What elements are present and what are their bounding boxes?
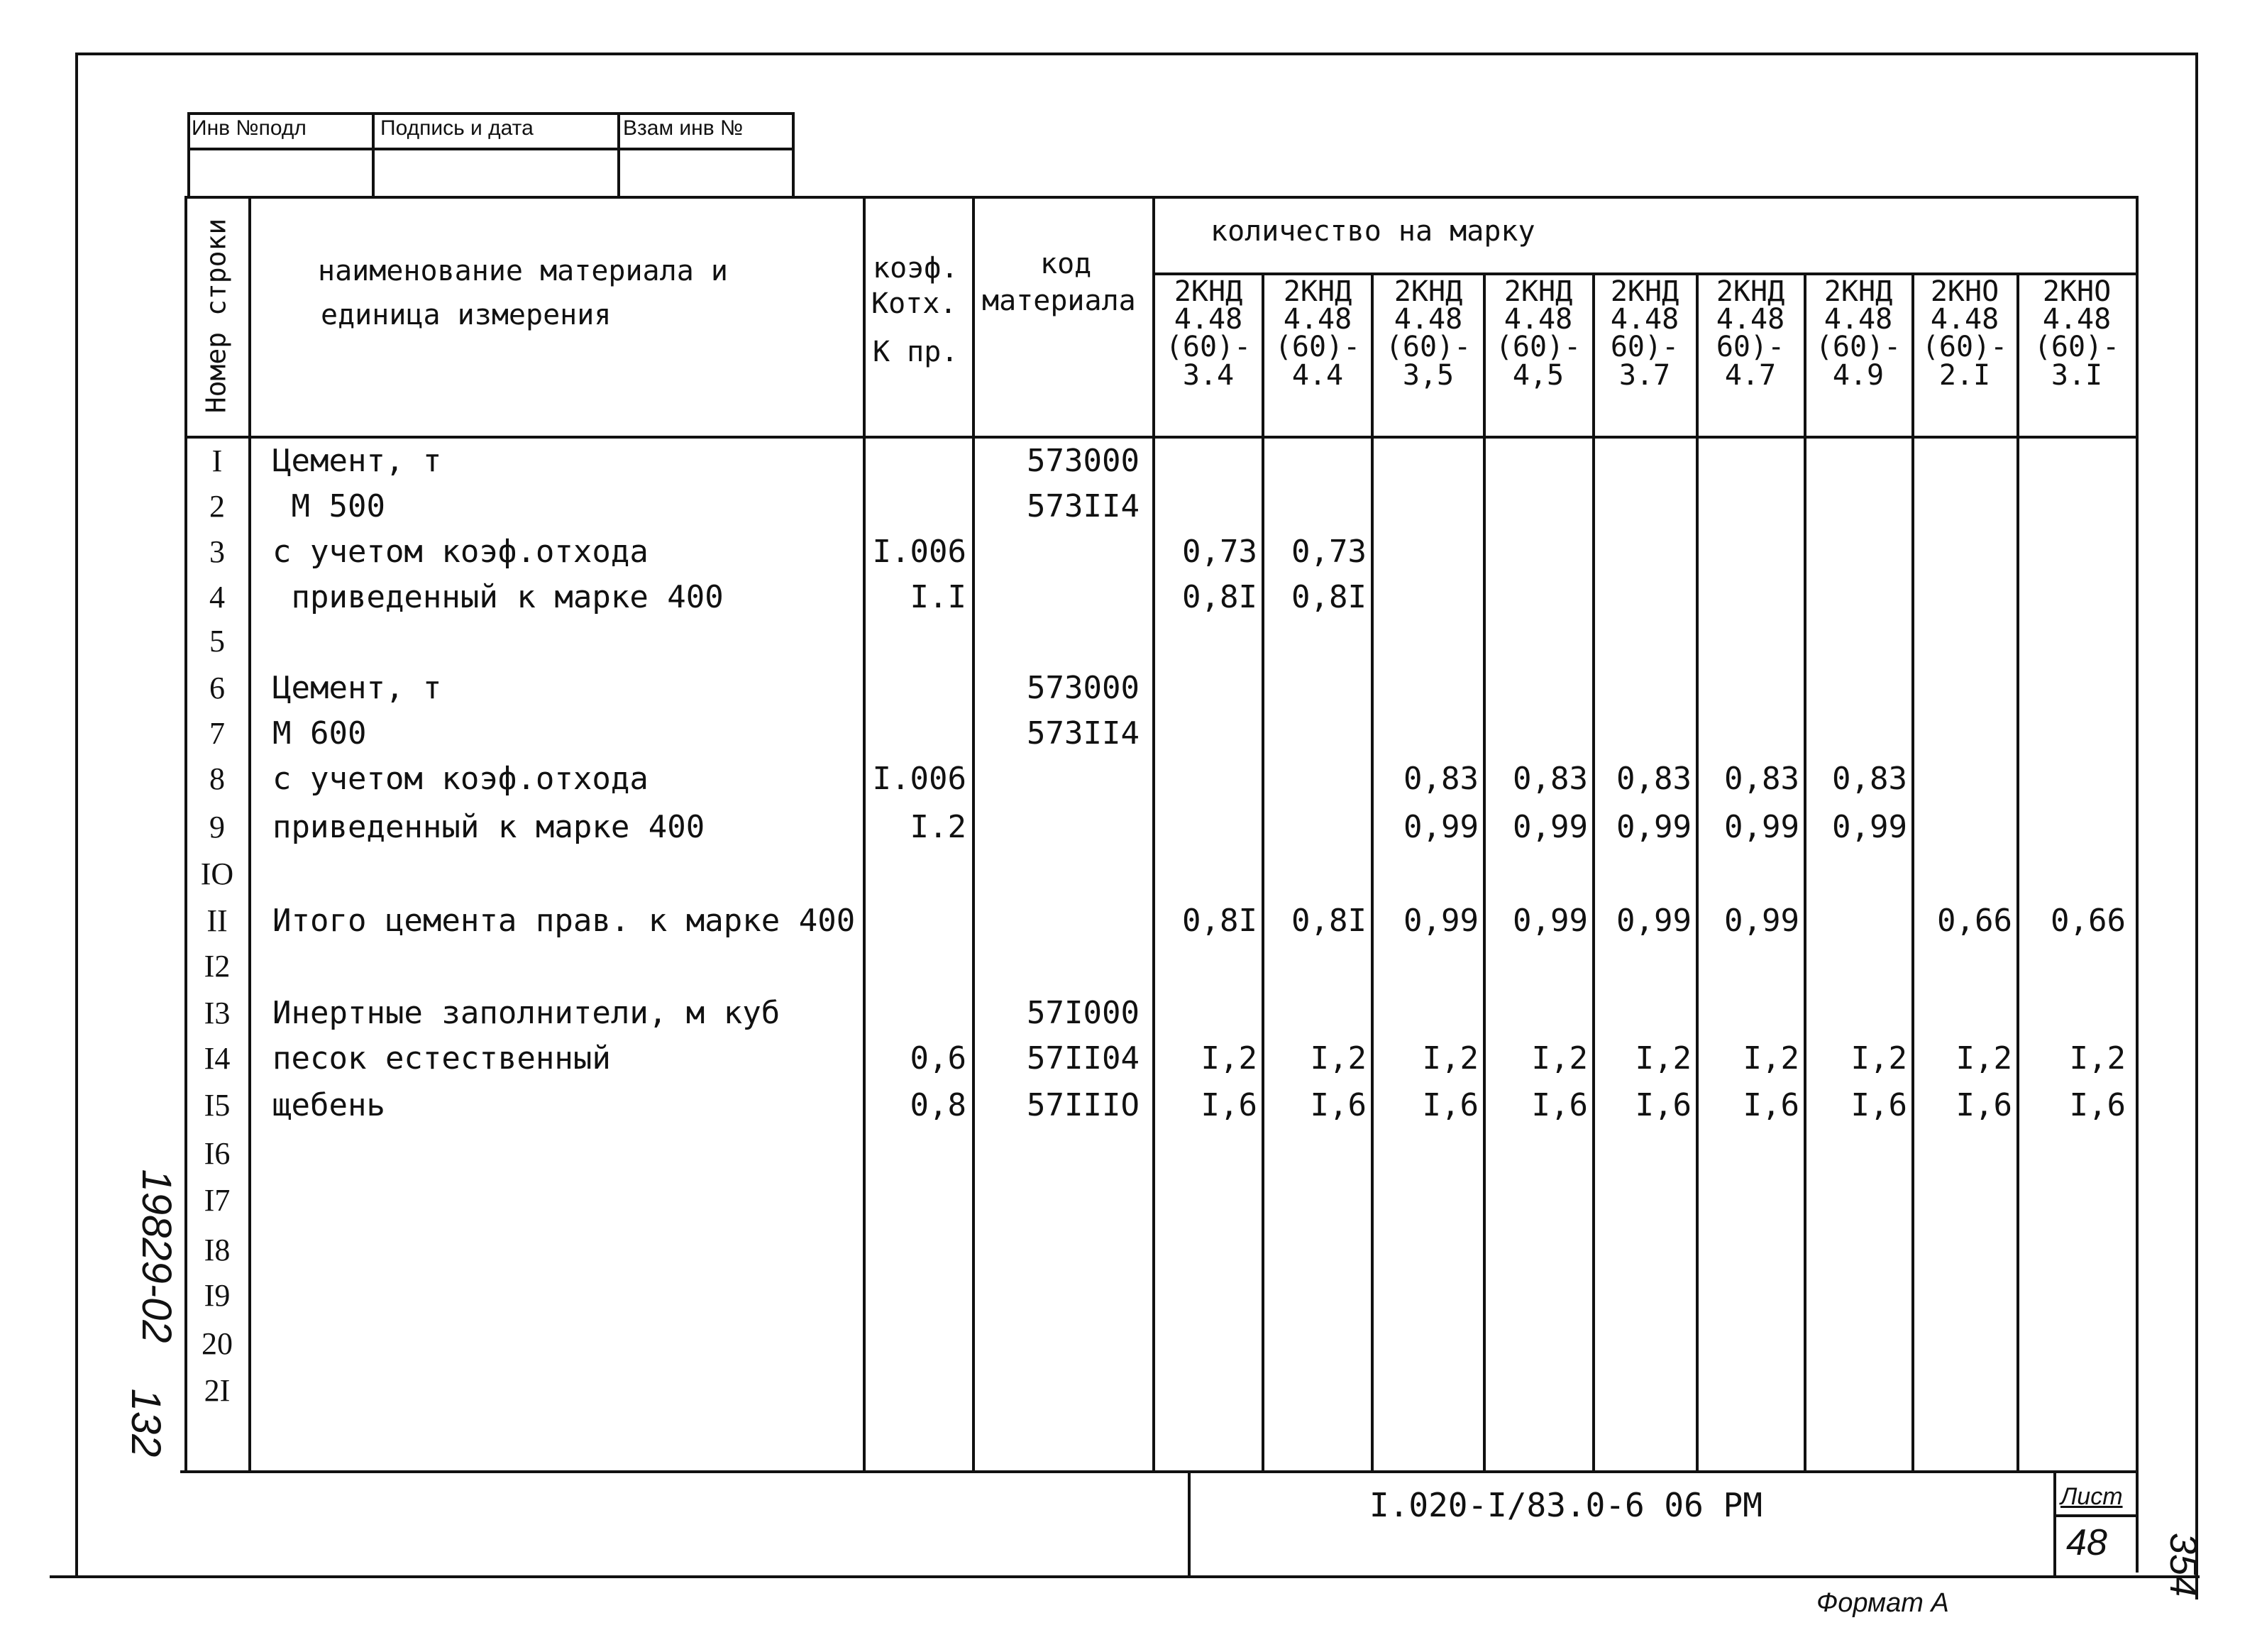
quantity-cell: 0,8I <box>1291 579 1367 615</box>
row-number: II <box>206 903 228 938</box>
quantity-cell: 0,73 <box>1182 534 1257 570</box>
quantity-cell: I,2 <box>1310 1040 1367 1076</box>
row-number: 3 <box>209 534 225 569</box>
quantity-cell: I,6 <box>1310 1087 1367 1123</box>
coef-value: I.006 <box>872 534 966 570</box>
material-code: 573000 <box>1027 443 1140 479</box>
quantity-cell: I,6 <box>1955 1087 2012 1123</box>
row-number: 9 <box>209 810 225 844</box>
mark-column-header: 2КНД 4.48 60)- 4.7 <box>1716 275 1785 392</box>
quantity-cell: I,6 <box>2069 1087 2126 1123</box>
margin-note-number: 132 <box>123 1388 169 1458</box>
row-number: I4 <box>204 1041 231 1076</box>
coef-value: 0,6 <box>910 1040 966 1076</box>
material-code: 573II4 <box>1027 488 1140 524</box>
row-number: 4 <box>209 580 225 615</box>
quantity-cell: 0,99 <box>1403 809 1479 845</box>
mark-column-header: 2КНД 4.48 (60)- 4,5 <box>1495 275 1582 392</box>
row-number: I6 <box>204 1136 231 1171</box>
header-coef-line3: К пр. <box>873 336 959 368</box>
header-code-line2: материала <box>982 285 1136 317</box>
quantity-cell: 0,73 <box>1291 534 1367 570</box>
page-number: 354 <box>2162 1533 2205 1597</box>
margin-inventory-number: 19829-02 <box>133 1169 180 1343</box>
frame-right-line <box>2195 53 2198 1599</box>
quantity-cell: I,6 <box>1422 1087 1479 1123</box>
quantity-cell: 0,8I <box>1182 903 1257 939</box>
row-number: 6 <box>209 671 225 705</box>
row-number: 7 <box>209 716 225 751</box>
quantity-cell: 0,99 <box>1616 903 1692 939</box>
coef-value: I.006 <box>872 761 966 797</box>
quantity-cell: I,6 <box>1743 1087 1799 1123</box>
mark-column-header: 2КНД 4.48 (60)- 3.4 <box>1165 275 1252 392</box>
quantity-cell: 0,83 <box>1616 761 1692 797</box>
header-row-number: Номер строки <box>200 218 232 414</box>
quantity-cell: I,6 <box>1850 1087 1907 1123</box>
stamp-header-replace: Взам инв № <box>623 116 744 140</box>
quantity-cell: I,2 <box>2069 1040 2126 1076</box>
row-number: 2I <box>204 1373 231 1408</box>
mark-column-header: 2КНД 4.48 (60)- 4.9 <box>1815 275 1902 392</box>
quantity-cell: 0,66 <box>2051 903 2126 939</box>
quantity-cell: I,2 <box>1955 1040 2012 1076</box>
row-number: 20 <box>202 1326 233 1361</box>
material-code: 57I000 <box>1027 995 1140 1031</box>
frame-top-line <box>77 53 2198 55</box>
quantity-cell: 0,99 <box>1724 903 1799 939</box>
row-number: 2 <box>209 489 225 524</box>
quantity-cell: I,2 <box>1850 1040 1907 1076</box>
quantity-cell: 0,83 <box>1513 761 1588 797</box>
quantity-cell: I,2 <box>1635 1040 1692 1076</box>
quantity-cell: I,2 <box>1201 1040 1257 1076</box>
quantity-cell: 0,99 <box>1724 809 1799 845</box>
material-name: с учетом коэф.отхода <box>272 761 649 797</box>
material-name: Цемент, т <box>272 670 442 706</box>
material-code: 57IIIO <box>1027 1087 1140 1123</box>
mark-column-header: 2КНО 4.48 (60)- 2.I <box>1921 275 2008 392</box>
coef-value: I.2 <box>910 809 966 845</box>
mark-column-header: 2КНД 4.48 60)- 3.7 <box>1610 275 1679 392</box>
quantity-cell: I,6 <box>1201 1087 1257 1123</box>
material-code: 57II04 <box>1027 1040 1140 1076</box>
quantity-cell: I,6 <box>1531 1087 1588 1123</box>
frame-bottom-line <box>50 1575 2200 1578</box>
row-number: 8 <box>209 761 225 796</box>
stamp-header-signature: Подпись и дата <box>380 116 534 140</box>
material-name: М 500 <box>272 488 385 524</box>
header-material-name-line1: наименование материала и <box>318 255 728 287</box>
header-code-line1: код <box>1040 248 1092 280</box>
sheet-number: 48 <box>2066 1522 2107 1563</box>
quantity-cell: 0,83 <box>1724 761 1799 797</box>
quantity-cell: 0,83 <box>1403 761 1479 797</box>
mark-column-header: 2КНД 4.48 (60)- 3,5 <box>1385 275 1472 392</box>
material-name: щебень <box>272 1087 385 1123</box>
document-code: I.020-I/83.0-6 06 РМ <box>1369 1486 1762 1524</box>
row-number: I7 <box>204 1183 231 1218</box>
material-name: приведенный к марке 400 <box>272 809 705 845</box>
quantity-cell: 0,83 <box>1832 761 1907 797</box>
quantity-cell: 0,8I <box>1182 579 1257 615</box>
quantity-cell: 0,99 <box>1403 903 1479 939</box>
header-material-name-line2: единица измерения <box>321 299 612 331</box>
row-number: I5 <box>204 1088 231 1123</box>
material-name: песок естественный <box>272 1040 611 1076</box>
quantity-cell: I,2 <box>1743 1040 1799 1076</box>
row-number: I3 <box>204 996 231 1030</box>
sheet-label: Лист <box>2060 1483 2123 1510</box>
quantity-cell: I,2 <box>1422 1040 1479 1076</box>
row-number: I <box>211 444 223 478</box>
frame-left-line <box>75 53 78 1578</box>
material-name: М 600 <box>272 715 367 751</box>
row-number: 5 <box>209 624 225 659</box>
quantity-cell: I,2 <box>1531 1040 1588 1076</box>
material-name: Цемент, т <box>272 443 442 479</box>
material-code: 573II4 <box>1027 715 1140 751</box>
header-coef-line2: Котх. <box>871 287 957 320</box>
header-quantity: количество на марку <box>1210 215 1535 248</box>
format-label: Формат А <box>1816 1588 1949 1618</box>
row-number: IO <box>200 857 234 891</box>
material-name: с учетом коэф.отхода <box>272 534 649 570</box>
material-code: 573000 <box>1027 670 1140 706</box>
row-number: I9 <box>204 1278 231 1313</box>
row-number: I8 <box>204 1233 231 1267</box>
quantity-cell: I,6 <box>1635 1087 1692 1123</box>
material-name: Инертные заполнители, м куб <box>272 995 780 1031</box>
row-number: I2 <box>204 949 231 984</box>
coef-value: 0,8 <box>910 1087 966 1123</box>
mark-column-header: 2КНО 4.48 (60)- 3.I <box>2034 275 2120 392</box>
quantity-cell: 0,99 <box>1513 903 1588 939</box>
quantity-cell: 0,8I <box>1291 903 1367 939</box>
quantity-cell: 0,66 <box>1937 903 2012 939</box>
stamp-header-inv: Инв №подл <box>192 116 307 140</box>
mark-column-header: 2КНД 4.48 (60)- 4.4 <box>1274 275 1361 392</box>
quantity-cell: 0,99 <box>1616 809 1692 845</box>
header-coef-line1: коэф. <box>873 252 959 285</box>
material-name: Итого цемента прав. к марке 400 <box>272 903 856 939</box>
quantity-cell: 0,99 <box>1832 809 1907 845</box>
quantity-cell: 0,99 <box>1513 809 1588 845</box>
coef-value: I.I <box>910 579 966 615</box>
material-name: приведенный к марке 400 <box>272 579 724 615</box>
